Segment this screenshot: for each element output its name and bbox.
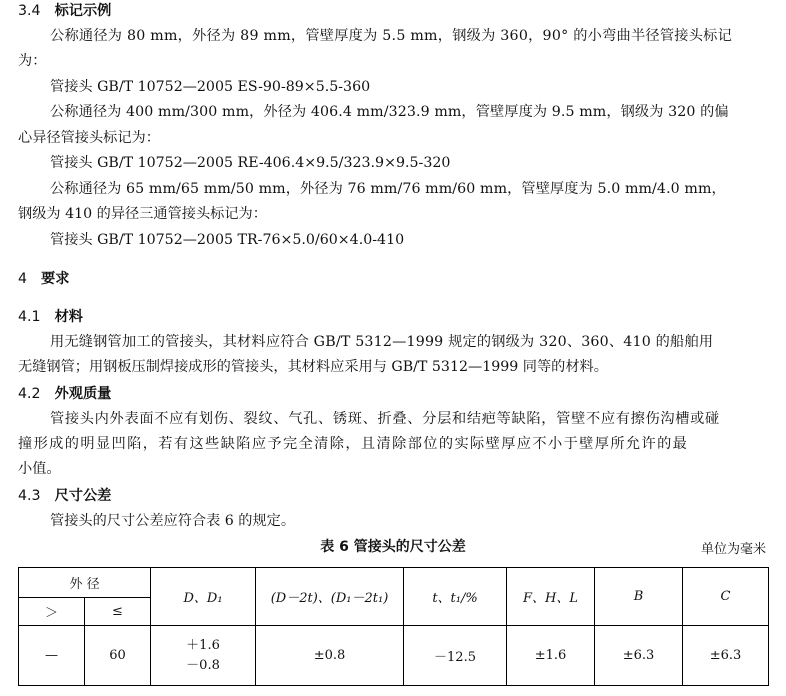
section-number: 4.3 <box>18 488 41 504</box>
header-d: D、D₁ <box>151 568 256 626</box>
cell-gt: — <box>19 626 85 686</box>
section-number: 4.1 <box>18 309 41 325</box>
header-fhl: F、H、L <box>507 568 595 626</box>
table-header-row <box>19 568 769 598</box>
cell-le: 60 <box>85 626 151 686</box>
paragraph-line: 管接头内外表面不应有划伤、裂纹、气孔、锈斑、折叠、分层和结疤等缺陷，管壁不应有擦伤沟槽或碰 <box>50 411 720 427</box>
cell-fhl: ±1.6 <box>507 626 595 686</box>
paragraph-line: 心异径管接头标记为： <box>18 130 160 146</box>
header-b: B <box>595 568 683 626</box>
header-outer-diameter: 外 径 <box>19 568 151 598</box>
header-t: t、t₁/% <box>404 568 507 626</box>
paragraph-line: 撞形成的明显凹陷，若有这些缺陷应予完全清除，且清除部位的实际壁厚应不小于壁厚所允许的最 <box>18 436 689 452</box>
paragraph-line: 小值。 <box>18 461 61 477</box>
cell-c: ±6.3 <box>683 626 769 686</box>
cell-t: －12.5 <box>404 626 507 686</box>
cell-d-minus-2t: ±0.8 <box>256 626 404 686</box>
header-less-equal: ≤ <box>85 598 151 626</box>
cell-b: ±6.3 <box>595 626 683 686</box>
paragraph-line: 公称通径为 65 mm/65 mm/50 mm，外径为 76 mm/76 mm/60 mm，管壁厚度为 5.0 mm/4.0 mm， <box>50 181 726 197</box>
table-row <box>19 626 769 686</box>
section-3-4-heading <box>18 1 111 21</box>
section-number: 4 <box>18 271 28 287</box>
header-greater-than: ＞ <box>19 598 85 626</box>
marking-example: 管接头 GB/T 10752—2005 ES-90-89×5.5-360 <box>50 79 371 95</box>
section-4-3-heading <box>18 486 111 506</box>
paragraph-line: 公称通径为 400 mm/300 mm，外径为 406.4 mm/323.9 mm，管壁厚度为 9.5 mm，钢级为 320 的偏 <box>50 104 729 120</box>
section-title: 材料 <box>54 309 83 325</box>
cell-d-minus: －0.8 <box>186 657 220 673</box>
section-4-heading <box>18 269 69 289</box>
table-caption <box>18 536 768 558</box>
marking-example: 管接头 GB/T 10752—2005 RE-406.4×9.5/323.9×9.5-320 <box>50 155 451 171</box>
paragraph-line: 管接头的尺寸公差应符合表 6 的规定。 <box>50 513 296 529</box>
paragraph-line: 为： <box>18 53 47 69</box>
section-4-2-heading <box>18 384 111 404</box>
header-c: C <box>683 568 769 626</box>
paragraph-line: 用无缝钢管加工的管接头，其材料应符合 GB/T 5312—1999 规定的钢级为 320、360、410 的船舶用 <box>50 334 714 350</box>
paragraph-line: 无缝钢管；用钢板压制焊接成形的管接头，其材料应采用与 GB/T 5312—1999 同等的材料。 <box>18 359 608 375</box>
section-title: 尺寸公差 <box>54 488 112 504</box>
paragraph-line: 公称通径为 80 mm，外径为 89 mm，管壁厚度为 5.5 mm，钢级为 360，90° 的小弯曲半径管接头标记 <box>50 28 733 44</box>
section-number: 3.4 <box>18 3 41 19</box>
marking-example: 管接头 GB/T 10752—2005 TR-76×5.0/60×4.0-410 <box>50 232 405 248</box>
header-d-minus-2t: (D－2t)、(D₁－2t₁) <box>256 568 404 626</box>
section-title: 外观质量 <box>54 386 112 402</box>
paragraph-line: 钢级为 410 的异径三通管接头标记为： <box>18 206 267 222</box>
section-number: 4.2 <box>18 386 41 402</box>
section-title: 标记示例 <box>54 3 112 19</box>
tolerance-table <box>18 567 769 686</box>
section-title: 要求 <box>41 271 70 287</box>
table-unit: 单位为毫米 <box>700 542 766 557</box>
section-4-1-heading <box>18 307 83 327</box>
table-title: 表 6 管接头的尺寸公差 <box>320 539 466 555</box>
cell-d <box>151 626 256 686</box>
cell-d-plus: ＋1.6 <box>186 637 220 653</box>
